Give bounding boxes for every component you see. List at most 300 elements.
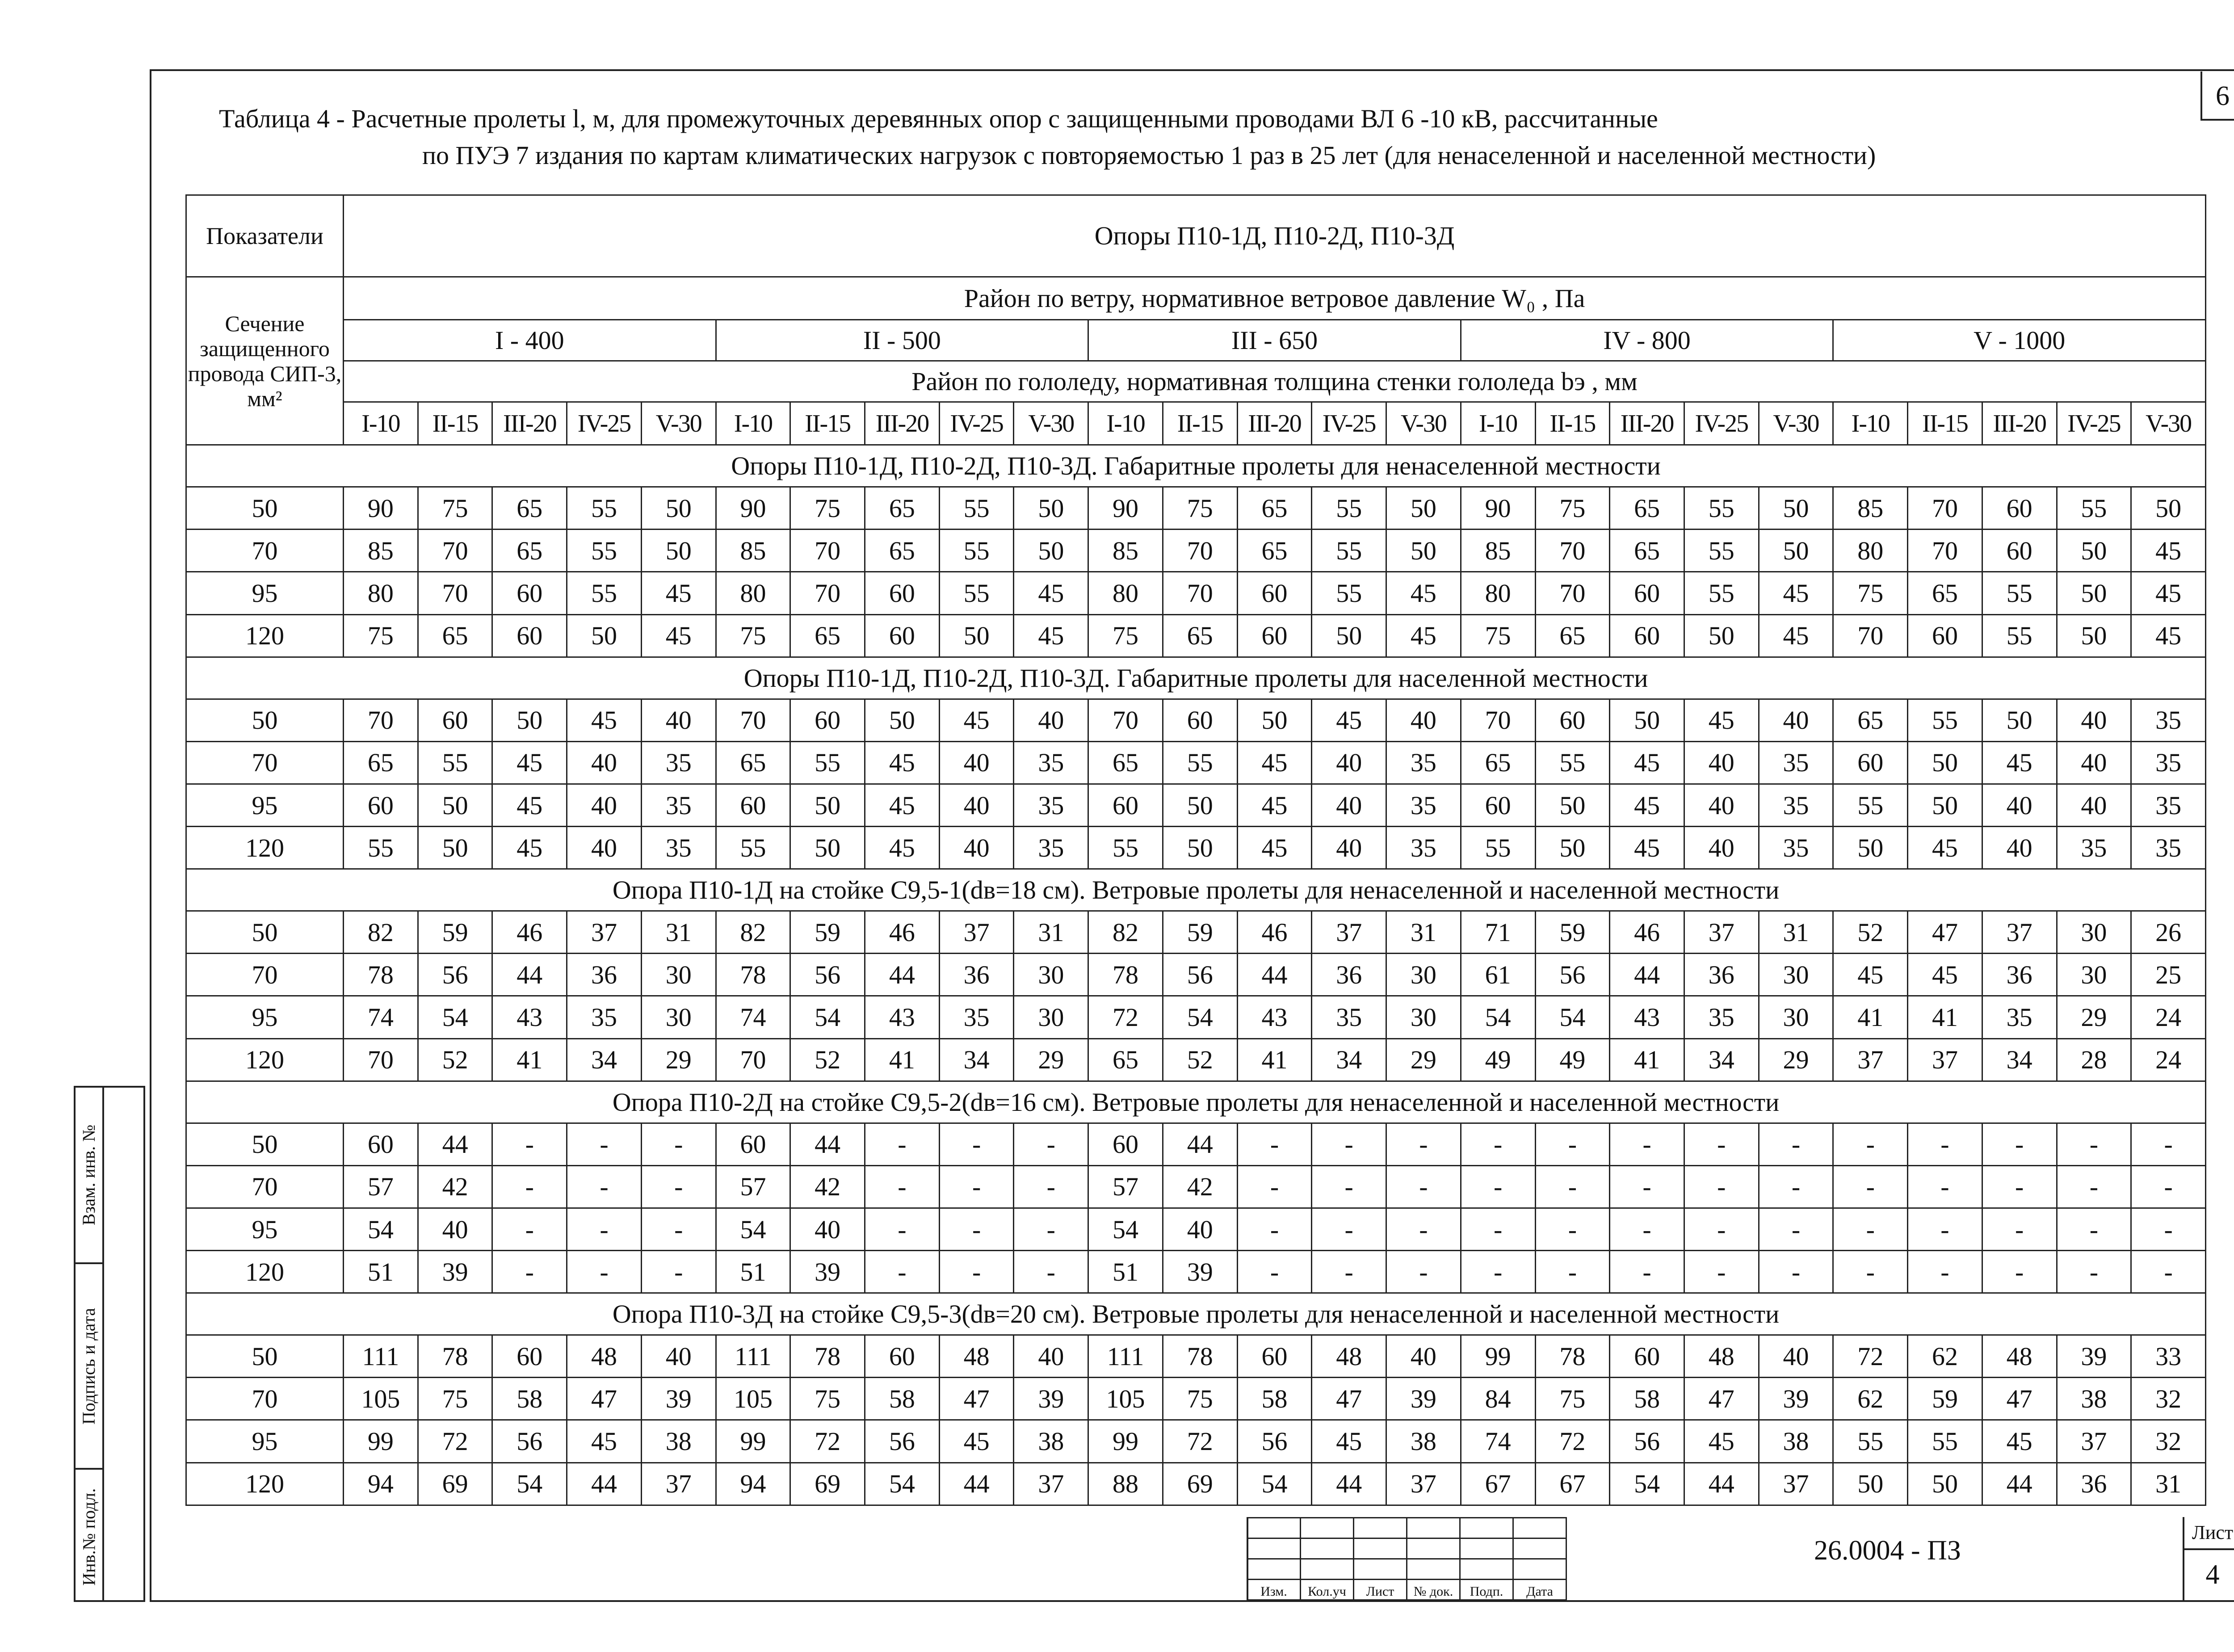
span-value: 35 xyxy=(2131,699,2206,741)
span-value: 65 xyxy=(1088,741,1163,784)
ice-zone: I-10 xyxy=(1088,402,1163,445)
row-section: 120 xyxy=(186,827,344,869)
span-value: 69 xyxy=(418,1463,492,1505)
span-value: 31 xyxy=(1759,911,1833,954)
stamp-column-label: Подп. xyxy=(1460,1580,1513,1600)
span-value: - xyxy=(2057,1251,2131,1293)
span-value: 50 xyxy=(1908,1463,1982,1505)
span-value: - xyxy=(2057,1165,2131,1208)
span-value: 54 xyxy=(1163,996,1237,1038)
span-value: 54 xyxy=(1535,996,1610,1038)
span-value: - xyxy=(1982,1165,2057,1208)
span-value: - xyxy=(1833,1123,1908,1165)
span-value: 50 xyxy=(1833,827,1908,869)
span-value: 111 xyxy=(1088,1335,1163,1378)
span-value: - xyxy=(865,1123,940,1165)
span-value: 60 xyxy=(716,784,790,826)
span-value: 56 xyxy=(1237,1420,1312,1463)
sheet-label: Лист xyxy=(2184,1517,2234,1550)
header-pokazateli: Показатели xyxy=(186,195,344,277)
span-value: 67 xyxy=(1535,1463,1610,1505)
span-value: 30 xyxy=(2057,954,2131,996)
span-value: 50 xyxy=(939,614,1014,657)
span-value: 50 xyxy=(567,614,642,657)
span-value: 55 xyxy=(1684,487,1759,530)
span-value: - xyxy=(1908,1251,1982,1293)
span-value: - xyxy=(1759,1251,1833,1293)
span-value: 94 xyxy=(716,1463,790,1505)
side-label-inv xyxy=(76,1470,102,1604)
span-value: 44 xyxy=(939,1463,1014,1505)
span-value: 67 xyxy=(1461,1463,1535,1505)
ice-zone: I-10 xyxy=(1461,402,1535,445)
span-value: 85 xyxy=(1461,530,1535,572)
span-value: 45 xyxy=(1759,614,1833,657)
span-value: 50 xyxy=(1237,699,1312,741)
span-value: 35 xyxy=(2057,827,2131,869)
span-value: - xyxy=(939,1123,1014,1165)
span-value: 45 xyxy=(641,614,716,657)
span-value: 60 xyxy=(1163,699,1237,741)
span-value: 55 xyxy=(1312,572,1386,614)
span-value: 41 xyxy=(1610,1038,1684,1081)
span-value: 24 xyxy=(2131,996,2206,1038)
span-value: 74 xyxy=(344,996,418,1038)
span-value: 46 xyxy=(492,911,567,954)
span-value: 50 xyxy=(1386,487,1461,530)
span-value: 60 xyxy=(1237,1335,1312,1378)
span-value: 70 xyxy=(790,572,865,614)
span-value: 50 xyxy=(1163,827,1237,869)
span-value: 39 xyxy=(1014,1378,1088,1420)
span-value: - xyxy=(1684,1251,1759,1293)
span-value: 60 xyxy=(492,614,567,657)
span-value: 70 xyxy=(716,699,790,741)
span-value: 60 xyxy=(1610,614,1684,657)
span-value: 70 xyxy=(1833,614,1908,657)
span-value: 65 xyxy=(1237,530,1312,572)
span-value: 35 xyxy=(1982,996,2057,1038)
span-value: - xyxy=(1908,1208,1982,1250)
span-value: - xyxy=(939,1165,1014,1208)
span-value: - xyxy=(1535,1251,1610,1293)
span-value: 94 xyxy=(344,1463,418,1505)
span-value: 65 xyxy=(418,614,492,657)
span-value: 35 xyxy=(641,827,716,869)
span-value: - xyxy=(492,1208,567,1250)
span-value: - xyxy=(1982,1208,2057,1250)
table-row xyxy=(186,572,2206,614)
span-value: 47 xyxy=(1684,1378,1759,1420)
span-value: 48 xyxy=(1312,1335,1386,1378)
span-value: 49 xyxy=(1535,1038,1610,1081)
span-value: 47 xyxy=(939,1378,1014,1420)
span-value: 40 xyxy=(1759,699,1833,741)
span-value: 43 xyxy=(1610,996,1684,1038)
row-section: 50 xyxy=(186,487,344,530)
row-section: 120 xyxy=(186,614,344,657)
span-value: 44 xyxy=(790,1123,865,1165)
span-value: 75 xyxy=(1461,614,1535,657)
span-value: - xyxy=(641,1208,716,1250)
span-value: 45 xyxy=(1014,572,1088,614)
span-value: 90 xyxy=(716,487,790,530)
span-value: 37 xyxy=(1684,911,1759,954)
ice-zone: V-30 xyxy=(1014,402,1088,445)
span-value: 40 xyxy=(567,784,642,826)
span-value: 30 xyxy=(1759,996,1833,1038)
span-value: 35 xyxy=(641,784,716,826)
span-value: 50 xyxy=(2131,487,2206,530)
span-value: 37 xyxy=(2057,1420,2131,1463)
span-value: 35 xyxy=(641,741,716,784)
span-value: 46 xyxy=(1610,911,1684,954)
span-value: - xyxy=(1759,1165,1833,1208)
group-title: Опора П10-2Д на стойке С9,5-2(dв=16 см). Ветровые пролеты для ненаселенной и населенной местности xyxy=(186,1081,2206,1123)
span-value: 45 xyxy=(1982,741,2057,784)
span-value: 45 xyxy=(1908,954,1982,996)
span-value: 38 xyxy=(1014,1420,1088,1463)
ice-zone: III-20 xyxy=(865,402,940,445)
table-title xyxy=(219,101,1876,174)
span-value: 29 xyxy=(641,1038,716,1081)
row-section: 50 xyxy=(186,1335,344,1378)
span-value: 75 xyxy=(1833,572,1908,614)
span-value: 72 xyxy=(1833,1335,1908,1378)
span-value: 26 xyxy=(2131,911,2206,954)
span-value: 44 xyxy=(865,954,940,996)
span-value: - xyxy=(1386,1123,1461,1165)
span-value: 44 xyxy=(567,1463,642,1505)
span-value: - xyxy=(641,1165,716,1208)
ice-zone: IV-25 xyxy=(1312,402,1386,445)
span-value: 50 xyxy=(1610,699,1684,741)
span-value: 72 xyxy=(1163,1420,1237,1463)
span-value: 60 xyxy=(1833,741,1908,784)
span-value: 55 xyxy=(1833,784,1908,826)
span-value: 45 xyxy=(939,1420,1014,1463)
group-title: Опора П10-3Д на стойке С9,5-3(dв=20 см). Ветровые пролеты для ненаселенной и населенной местности xyxy=(186,1293,2206,1335)
ice-zone: V-30 xyxy=(1759,402,1833,445)
span-value: - xyxy=(1610,1123,1684,1165)
span-value: 40 xyxy=(1386,699,1461,741)
span-value: 60 xyxy=(1610,572,1684,614)
table-row xyxy=(186,1038,2206,1081)
span-value: 50 xyxy=(865,699,940,741)
span-value: 55 xyxy=(1312,487,1386,530)
span-value: - xyxy=(1014,1123,1088,1165)
span-value: 30 xyxy=(2057,911,2131,954)
span-value: 55 xyxy=(939,530,1014,572)
span-value: 55 xyxy=(1088,827,1163,869)
span-value: 35 xyxy=(2131,741,2206,784)
span-value: 55 xyxy=(1684,572,1759,614)
span-value: 37 xyxy=(1014,1463,1088,1505)
table-row xyxy=(186,1251,2206,1293)
span-value: 36 xyxy=(1982,954,2057,996)
span-value: 25 xyxy=(2131,954,2206,996)
span-value: - xyxy=(1237,1251,1312,1293)
span-value: - xyxy=(2131,1165,2206,1208)
span-value: - xyxy=(1982,1123,2057,1165)
wind-header: Район по ветру, нормативное ветровое давление W₀ , Па xyxy=(344,277,2206,319)
span-value: 30 xyxy=(1014,996,1088,1038)
span-value: 45 xyxy=(1610,741,1684,784)
table-row xyxy=(186,996,2206,1038)
span-value: - xyxy=(1014,1208,1088,1250)
span-value: 39 xyxy=(2057,1335,2131,1378)
span-value: 44 xyxy=(492,954,567,996)
span-value: 50 xyxy=(2057,614,2131,657)
span-value: 50 xyxy=(641,487,716,530)
span-value: 43 xyxy=(865,996,940,1038)
span-value: 33 xyxy=(2131,1335,2206,1378)
span-value: 65 xyxy=(790,614,865,657)
span-value: 55 xyxy=(1163,741,1237,784)
span-value: 50 xyxy=(1833,1463,1908,1505)
ice-zone: II-15 xyxy=(790,402,865,445)
span-value: 65 xyxy=(1461,741,1535,784)
ice-zone: V-30 xyxy=(1386,402,1461,445)
table-row xyxy=(186,827,2206,869)
span-value: 40 xyxy=(1759,1335,1833,1378)
span-value: 65 xyxy=(1535,614,1610,657)
row-section: 70 xyxy=(186,741,344,784)
span-value: 70 xyxy=(1088,699,1163,741)
span-value: 40 xyxy=(2057,741,2131,784)
span-value: 52 xyxy=(1163,1038,1237,1081)
span-value: 75 xyxy=(1088,614,1163,657)
span-value: 70 xyxy=(1535,530,1610,572)
span-value: 45 xyxy=(492,741,567,784)
span-value: 50 xyxy=(1386,530,1461,572)
span-value: 78 xyxy=(344,954,418,996)
span-value: - xyxy=(1982,1251,2057,1293)
span-value: 29 xyxy=(1759,1038,1833,1081)
span-value: 82 xyxy=(1088,911,1163,954)
span-value: - xyxy=(1759,1208,1833,1250)
span-value: 36 xyxy=(1312,954,1386,996)
span-value: 31 xyxy=(1386,911,1461,954)
span-value: 45 xyxy=(865,827,940,869)
ice-zone: II-15 xyxy=(1535,402,1610,445)
span-value: 44 xyxy=(1237,954,1312,996)
span-value: 55 xyxy=(567,487,642,530)
span-value: 35 xyxy=(1759,784,1833,826)
span-value: 78 xyxy=(790,1335,865,1378)
span-value: 29 xyxy=(1014,1038,1088,1081)
span-value: 85 xyxy=(344,530,418,572)
span-value: 59 xyxy=(1163,911,1237,954)
span-value: 70 xyxy=(1535,572,1610,614)
span-value: - xyxy=(1684,1165,1759,1208)
span-value: - xyxy=(1610,1165,1684,1208)
span-value: 35 xyxy=(1386,827,1461,869)
span-value: 45 xyxy=(2131,572,2206,614)
row-section: 70 xyxy=(186,954,344,996)
span-value: 40 xyxy=(2057,699,2131,741)
span-value: - xyxy=(939,1251,1014,1293)
span-value: - xyxy=(1014,1251,1088,1293)
span-value: 58 xyxy=(1237,1378,1312,1420)
span-value: 80 xyxy=(1461,572,1535,614)
span-value: 70 xyxy=(1908,487,1982,530)
span-value: - xyxy=(1684,1208,1759,1250)
ice-zone: IV-25 xyxy=(2057,402,2131,445)
span-value: 40 xyxy=(1684,827,1759,869)
row-section: 120 xyxy=(186,1038,344,1081)
span-value: - xyxy=(1535,1208,1610,1250)
span-value: 99 xyxy=(1461,1335,1535,1378)
span-value: 55 xyxy=(418,741,492,784)
span-value: - xyxy=(1461,1165,1535,1208)
span-value: 35 xyxy=(1312,996,1386,1038)
span-value: 35 xyxy=(2131,784,2206,826)
ice-zone: IV-25 xyxy=(567,402,642,445)
span-value: 35 xyxy=(1014,784,1088,826)
span-value: - xyxy=(1610,1208,1684,1250)
span-value: 34 xyxy=(567,1038,642,1081)
table-row xyxy=(186,1208,2206,1250)
span-value: 37 xyxy=(939,911,1014,954)
span-value: - xyxy=(641,1251,716,1293)
row-section: 70 xyxy=(186,1378,344,1420)
span-value: 60 xyxy=(790,699,865,741)
span-value: 40 xyxy=(641,699,716,741)
span-value: 50 xyxy=(492,699,567,741)
span-value: 59 xyxy=(1908,1378,1982,1420)
span-value: 41 xyxy=(865,1038,940,1081)
span-value: 85 xyxy=(716,530,790,572)
span-value: 65 xyxy=(1088,1038,1163,1081)
span-value: 40 xyxy=(939,827,1014,869)
span-value: - xyxy=(1461,1123,1535,1165)
span-value: 28 xyxy=(2057,1038,2131,1081)
span-value: 74 xyxy=(1461,1420,1535,1463)
span-value: 36 xyxy=(939,954,1014,996)
span-value: 35 xyxy=(1684,996,1759,1038)
span-value: 44 xyxy=(1163,1123,1237,1165)
span-value: 37 xyxy=(1386,1463,1461,1505)
span-value: - xyxy=(939,1208,1014,1250)
table-row xyxy=(186,614,2206,657)
span-value: - xyxy=(1461,1251,1535,1293)
span-value: 50 xyxy=(790,827,865,869)
span-value: 72 xyxy=(790,1420,865,1463)
span-value: 70 xyxy=(1163,530,1237,572)
span-value: - xyxy=(567,1208,642,1250)
span-value: 82 xyxy=(344,911,418,954)
span-value: 35 xyxy=(1014,741,1088,784)
span-value: 37 xyxy=(641,1463,716,1505)
span-value: 111 xyxy=(716,1335,790,1378)
span-value: 60 xyxy=(1088,1123,1163,1165)
span-value: 50 xyxy=(1684,614,1759,657)
span-value: 55 xyxy=(1535,741,1610,784)
span-value: 57 xyxy=(344,1165,418,1208)
span-value: 56 xyxy=(790,954,865,996)
row-section: 120 xyxy=(186,1251,344,1293)
span-value: 50 xyxy=(1535,827,1610,869)
span-value: 61 xyxy=(1461,954,1535,996)
span-value: 34 xyxy=(1312,1038,1386,1081)
span-value: 35 xyxy=(1014,827,1088,869)
span-value: 90 xyxy=(344,487,418,530)
table-row xyxy=(186,699,2206,741)
span-value: - xyxy=(567,1251,642,1293)
span-value: 45 xyxy=(1982,1420,2057,1463)
ice-zone: II-15 xyxy=(418,402,492,445)
span-value: 78 xyxy=(716,954,790,996)
span-value: 65 xyxy=(1908,572,1982,614)
span-value: - xyxy=(865,1165,940,1208)
ice-zone: III-20 xyxy=(1610,402,1684,445)
span-value: 30 xyxy=(641,996,716,1038)
ice-zone: V-30 xyxy=(2131,402,2206,445)
span-value: 55 xyxy=(1982,572,2057,614)
span-value: 54 xyxy=(492,1463,567,1505)
span-value: 35 xyxy=(567,996,642,1038)
span-value: - xyxy=(492,1123,567,1165)
span-table xyxy=(185,194,2206,1506)
span-value: 99 xyxy=(344,1420,418,1463)
row-section: 95 xyxy=(186,572,344,614)
span-value: - xyxy=(1684,1123,1759,1165)
header-opory: Опоры П10-1Д, П10-2Д, П10-3Д xyxy=(344,195,2206,277)
span-value: 47 xyxy=(1982,1378,2057,1420)
span-value: 45 xyxy=(1908,827,1982,869)
span-value: - xyxy=(492,1165,567,1208)
span-value: 40 xyxy=(1982,784,2057,826)
span-value: 48 xyxy=(939,1335,1014,1378)
span-value: 54 xyxy=(716,1208,790,1250)
span-value: - xyxy=(1461,1208,1535,1250)
span-value: 50 xyxy=(1312,614,1386,657)
span-value: - xyxy=(1237,1208,1312,1250)
span-value: 82 xyxy=(716,911,790,954)
span-value: 44 xyxy=(1982,1463,2057,1505)
document-code: 26.0004 - ПЗ xyxy=(1814,1535,1961,1566)
span-value: 65 xyxy=(344,741,418,784)
span-value: 78 xyxy=(1088,954,1163,996)
ice-zone: V-30 xyxy=(641,402,716,445)
span-value: 105 xyxy=(1088,1378,1163,1420)
span-value: 62 xyxy=(1908,1335,1982,1378)
span-value: 44 xyxy=(1610,954,1684,996)
span-value: 51 xyxy=(716,1251,790,1293)
span-value: 105 xyxy=(716,1378,790,1420)
span-value: 84 xyxy=(1461,1378,1535,1420)
span-value: 37 xyxy=(1908,1038,1982,1081)
ice-zone: I-10 xyxy=(1833,402,1908,445)
stamp-column-label: Лист xyxy=(1354,1580,1407,1600)
span-value: 52 xyxy=(418,1038,492,1081)
span-value: 50 xyxy=(2057,530,2131,572)
span-value: 39 xyxy=(1386,1378,1461,1420)
span-value: 45 xyxy=(1386,614,1461,657)
stamp-column-label: № док. xyxy=(1407,1580,1460,1600)
span-value: - xyxy=(1833,1251,1908,1293)
span-value: 54 xyxy=(1088,1208,1163,1250)
span-value: 34 xyxy=(1684,1038,1759,1081)
span-value: 55 xyxy=(1684,530,1759,572)
span-value: 52 xyxy=(790,1038,865,1081)
span-value: 45 xyxy=(1237,827,1312,869)
span-value: 60 xyxy=(344,1123,418,1165)
wind-zone: IV - 800 xyxy=(1461,320,1833,361)
span-value: - xyxy=(2057,1123,2131,1165)
span-value: 60 xyxy=(1535,699,1610,741)
